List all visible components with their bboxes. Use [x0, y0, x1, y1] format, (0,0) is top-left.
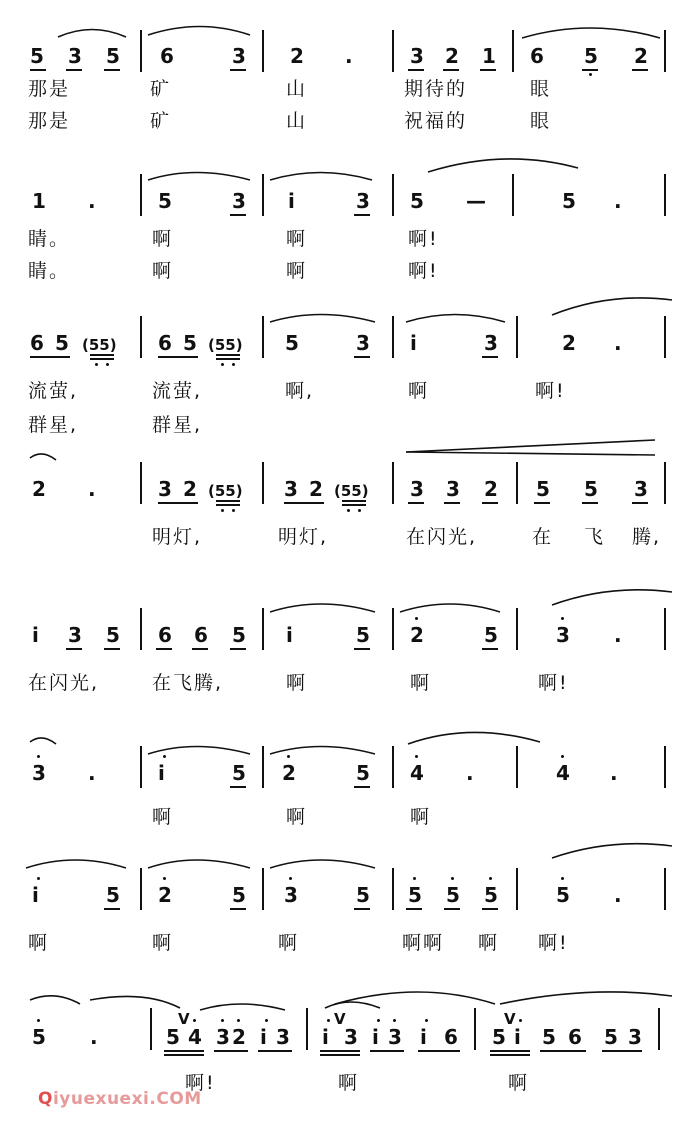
- note: 3: [410, 477, 424, 501]
- barline: [392, 608, 394, 650]
- note: 5: [484, 883, 498, 907]
- octave-dot: [106, 363, 109, 366]
- note: 2: [410, 623, 424, 647]
- note: 5: [32, 1025, 46, 1049]
- note: 2: [484, 477, 498, 501]
- note: 6: [530, 44, 544, 68]
- barline: [262, 462, 264, 504]
- underline: [482, 356, 498, 358]
- note: 5: [410, 189, 424, 213]
- lyric: 啊!: [538, 672, 569, 694]
- lyric: 群星,: [28, 414, 79, 436]
- note: V: [334, 1010, 346, 1028]
- barline: [392, 746, 394, 788]
- octave-dot: [425, 1019, 428, 1022]
- note: 5: [106, 623, 120, 647]
- note: 3: [68, 623, 82, 647]
- underline: [482, 908, 498, 910]
- barline: [658, 1008, 660, 1050]
- octave-dot: [232, 363, 235, 366]
- lyric: 啊: [478, 932, 500, 954]
- underline: [66, 648, 82, 650]
- lyric: 啊!: [185, 1072, 216, 1094]
- lyric: 睛。: [28, 228, 71, 250]
- barline: [664, 868, 666, 910]
- barline: [392, 30, 394, 72]
- note: 5: [356, 761, 370, 785]
- barline: [140, 174, 142, 216]
- lyric: 矿: [150, 110, 172, 132]
- octave-dot: [193, 1019, 196, 1022]
- barline: [664, 746, 666, 788]
- barline: [262, 174, 264, 216]
- lyric: 啊: [410, 806, 432, 828]
- underline: [230, 214, 246, 216]
- lyric: 山: [286, 78, 308, 100]
- underline: [90, 358, 114, 360]
- underline: [418, 1050, 460, 1052]
- lyric: 啊: [410, 672, 432, 694]
- underline: [444, 908, 460, 910]
- note: 5: [604, 1025, 618, 1049]
- note: 5: [356, 623, 370, 647]
- note: 3: [68, 44, 82, 68]
- note: 5: [484, 623, 498, 647]
- underline: [192, 648, 208, 650]
- note: 5: [584, 44, 598, 68]
- note: 3: [276, 1025, 290, 1049]
- underline: [320, 1054, 360, 1056]
- barline: [512, 30, 514, 72]
- lyric: 眼: [530, 78, 552, 100]
- note: 6: [444, 1025, 458, 1049]
- underline: [258, 1050, 292, 1052]
- watermark-text: iyuexuexi.COM: [52, 1089, 202, 1109]
- lyric: 在飞腾,: [152, 672, 224, 694]
- octave-dot: [237, 1019, 240, 1022]
- octave-dot: [221, 1019, 224, 1022]
- octave-dot: [561, 755, 564, 758]
- underline: [370, 1050, 404, 1052]
- note: i: [32, 623, 39, 647]
- barline: [262, 608, 264, 650]
- note: 1: [32, 189, 46, 213]
- note: .: [88, 189, 96, 213]
- note: .: [614, 189, 622, 213]
- note: .: [345, 44, 353, 68]
- note: 5: [408, 883, 422, 907]
- barline: [140, 30, 142, 72]
- underline: [284, 502, 324, 504]
- underline: [230, 648, 246, 650]
- note: 2: [232, 1025, 246, 1049]
- octave-dot: [221, 363, 224, 366]
- note: 4: [556, 761, 570, 785]
- barline: [392, 462, 394, 504]
- underline: [354, 214, 370, 216]
- lyric: 飞: [584, 526, 606, 548]
- lyric: 啊!: [538, 932, 569, 954]
- note: 3: [628, 1025, 642, 1049]
- note: 3: [410, 44, 424, 68]
- lyric: 啊!: [535, 380, 566, 402]
- barline: [516, 608, 518, 650]
- octave-dot: [163, 877, 166, 880]
- underline: [490, 1054, 530, 1056]
- note: V: [504, 1010, 516, 1028]
- octave-dot: [589, 73, 592, 76]
- underline: [216, 358, 240, 360]
- octave-dot: [489, 877, 492, 880]
- lyric: 啊: [152, 228, 174, 250]
- barline: [664, 316, 666, 358]
- note: i: [260, 1025, 267, 1049]
- barline: [474, 1008, 476, 1050]
- barline: [150, 1008, 152, 1050]
- underline: [104, 908, 120, 910]
- note: 3: [446, 477, 460, 501]
- note: .: [88, 477, 96, 501]
- underline: [444, 502, 460, 504]
- underline: [482, 502, 498, 504]
- underline: [158, 502, 198, 504]
- octave-dot: [287, 755, 290, 758]
- lyric: 那是: [28, 78, 71, 100]
- underline: [66, 69, 82, 71]
- underline: [104, 648, 120, 650]
- underline: [342, 500, 366, 502]
- barline: [262, 30, 264, 72]
- octave-dot: [415, 755, 418, 758]
- octave-dot: [232, 509, 235, 512]
- note: 2: [634, 44, 648, 68]
- note: 5: [106, 44, 120, 68]
- underline: [534, 502, 550, 504]
- barline: [516, 316, 518, 358]
- octave-dot: [377, 1019, 380, 1022]
- underline: [214, 1050, 248, 1052]
- note: 5: [55, 331, 69, 355]
- note: i: [286, 623, 293, 647]
- lyric: 啊!: [408, 260, 439, 282]
- barline: [262, 868, 264, 910]
- note: 5: [232, 883, 246, 907]
- note: 4: [410, 761, 424, 785]
- lyric: 啊: [286, 806, 308, 828]
- barline: [392, 174, 394, 216]
- underline: [320, 1050, 360, 1052]
- note: .: [614, 331, 622, 355]
- note: .: [610, 761, 618, 785]
- note: i: [372, 1025, 379, 1049]
- lyric: 啊: [152, 932, 174, 954]
- note: .: [466, 761, 474, 785]
- underline: [216, 504, 240, 506]
- barline: [140, 316, 142, 358]
- note: 5: [166, 1025, 180, 1049]
- note: 5: [106, 883, 120, 907]
- underline: [406, 908, 422, 910]
- underline: [216, 354, 240, 356]
- note: (55): [334, 482, 369, 500]
- lyric: 啊: [286, 672, 308, 694]
- octave-dot: [358, 509, 361, 512]
- underline: [632, 502, 648, 504]
- note: 3: [158, 477, 172, 501]
- lyric: 期待的: [404, 78, 468, 100]
- underline: [30, 69, 46, 71]
- lyric: 啊: [408, 380, 430, 402]
- octave-dot: [415, 617, 418, 620]
- note: i: [410, 331, 417, 355]
- octave-dot: [289, 877, 292, 880]
- lyric: 流萤,: [28, 380, 79, 402]
- barline: [516, 746, 518, 788]
- octave-dot: [451, 877, 454, 880]
- note: 3: [284, 477, 298, 501]
- octave-dot: [221, 509, 224, 512]
- underline: [230, 786, 246, 788]
- note: i: [514, 1025, 521, 1049]
- lyric: 流萤,: [152, 380, 203, 402]
- note: 5: [542, 1025, 556, 1049]
- lyric: 明灯,: [278, 526, 329, 548]
- underline: [104, 69, 120, 71]
- note: 3: [284, 883, 298, 907]
- octave-dot: [327, 1019, 330, 1022]
- note: 6: [568, 1025, 582, 1049]
- lyric: 祝福的: [404, 110, 468, 132]
- lyric: 啊: [286, 260, 308, 282]
- note: 2: [290, 44, 304, 68]
- note: 5: [584, 477, 598, 501]
- lyric: 矿: [150, 78, 172, 100]
- note: 3: [344, 1025, 358, 1049]
- underline: [342, 504, 366, 506]
- lyric: 山: [286, 110, 308, 132]
- note: 3: [32, 761, 46, 785]
- octave-dot: [37, 877, 40, 880]
- underline: [480, 69, 496, 71]
- barline: [392, 316, 394, 358]
- lyric: 那是: [28, 110, 71, 132]
- note: 2: [32, 477, 46, 501]
- barline: [664, 462, 666, 504]
- underline: [30, 356, 70, 358]
- watermark-q: Q: [38, 1089, 53, 1109]
- barline: [664, 174, 666, 216]
- underline: [354, 356, 370, 358]
- underline: [230, 69, 246, 71]
- underline: [354, 908, 370, 910]
- underline: [482, 648, 498, 650]
- note: —: [466, 189, 486, 213]
- underline: [164, 1054, 204, 1056]
- barline: [516, 868, 518, 910]
- note: i: [322, 1025, 329, 1049]
- lyric: 明灯,: [152, 526, 203, 548]
- underline: [354, 786, 370, 788]
- underline: [582, 69, 598, 71]
- note: 3: [556, 623, 570, 647]
- note: 5: [492, 1025, 506, 1049]
- octave-dot: [37, 755, 40, 758]
- note: 6: [158, 331, 172, 355]
- note: 3: [232, 44, 246, 68]
- note: (55): [208, 336, 243, 354]
- lyric: 腾,: [632, 526, 662, 548]
- octave-dot: [163, 755, 166, 758]
- note: 3: [356, 189, 370, 213]
- lyric: 啊: [286, 228, 308, 250]
- note: 2: [183, 477, 197, 501]
- note: 2: [309, 477, 323, 501]
- note: (55): [82, 336, 117, 354]
- note: 5: [232, 761, 246, 785]
- barline: [140, 462, 142, 504]
- underline: [443, 69, 459, 71]
- barline: [664, 608, 666, 650]
- note: 6: [160, 44, 174, 68]
- note: .: [88, 761, 96, 785]
- octave-dot: [413, 877, 416, 880]
- lyric: 啊: [152, 806, 174, 828]
- note: i: [420, 1025, 427, 1049]
- note: 3: [356, 331, 370, 355]
- note: i: [32, 883, 39, 907]
- note: 6: [158, 623, 172, 647]
- lyric: 睛。: [28, 260, 71, 282]
- barline: [140, 746, 142, 788]
- underline: [230, 908, 246, 910]
- note: 2: [282, 761, 296, 785]
- note: 3: [232, 189, 246, 213]
- note: 5: [556, 883, 570, 907]
- octave-dot: [561, 617, 564, 620]
- watermark: [38, 1089, 202, 1109]
- note: (55): [208, 482, 243, 500]
- lyric: 啊: [28, 932, 50, 954]
- barline: [262, 746, 264, 788]
- underline: [632, 69, 648, 71]
- octave-dot: [347, 509, 350, 512]
- lyric: 在闪光,: [406, 526, 478, 548]
- note: .: [90, 1025, 98, 1049]
- note: 5: [446, 883, 460, 907]
- note: 5: [183, 331, 197, 355]
- barline: [306, 1008, 308, 1050]
- lyric: 在闪光,: [28, 672, 100, 694]
- note: 3: [634, 477, 648, 501]
- underline: [602, 1050, 642, 1052]
- note: 6: [30, 331, 44, 355]
- underline: [158, 356, 198, 358]
- note: .: [614, 883, 622, 907]
- octave-dot: [393, 1019, 396, 1022]
- note: 5: [158, 189, 172, 213]
- octave-dot: [519, 1019, 522, 1022]
- lyric: 群星,: [152, 414, 203, 436]
- underline: [164, 1050, 204, 1052]
- underline: [408, 69, 424, 71]
- note: 4: [188, 1025, 202, 1049]
- underline: [156, 648, 172, 650]
- note: 5: [562, 189, 576, 213]
- lyric: 啊: [152, 260, 174, 282]
- underline: [90, 354, 114, 356]
- note: 5: [30, 44, 44, 68]
- lyric: 在: [532, 526, 554, 548]
- barline: [516, 462, 518, 504]
- lyric: 啊: [338, 1072, 360, 1094]
- note: .: [614, 623, 622, 647]
- note: 3: [484, 331, 498, 355]
- note: 5: [232, 623, 246, 647]
- note: 3: [388, 1025, 402, 1049]
- octave-dot: [95, 363, 98, 366]
- note: 5: [285, 331, 299, 355]
- barline: [392, 868, 394, 910]
- underline: [354, 648, 370, 650]
- note: V: [178, 1010, 190, 1028]
- barline: [512, 174, 514, 216]
- note: 3: [216, 1025, 230, 1049]
- lyric: 啊!: [408, 228, 439, 250]
- note: 2: [445, 44, 459, 68]
- underline: [216, 500, 240, 502]
- barline: [140, 608, 142, 650]
- octave-dot: [265, 1019, 268, 1022]
- underline: [540, 1050, 586, 1052]
- octave-dot: [37, 1019, 40, 1022]
- underline: [490, 1050, 530, 1052]
- barline: [664, 30, 666, 72]
- octave-dot: [561, 877, 564, 880]
- barline: [262, 316, 264, 358]
- lyric: 啊啊: [402, 932, 445, 954]
- note: 5: [536, 477, 550, 501]
- note: 5: [356, 883, 370, 907]
- note: i: [288, 189, 295, 213]
- lyric: 啊: [508, 1072, 530, 1094]
- lyric: 眼: [530, 110, 552, 132]
- lyric: 啊,: [285, 380, 315, 402]
- underline: [582, 502, 598, 504]
- underline: [408, 502, 424, 504]
- barline: [140, 868, 142, 910]
- note: 2: [562, 331, 576, 355]
- note: 1: [482, 44, 496, 68]
- note: i: [158, 761, 165, 785]
- lyric: 啊: [278, 932, 300, 954]
- note: 6: [194, 623, 208, 647]
- note: 2: [158, 883, 172, 907]
